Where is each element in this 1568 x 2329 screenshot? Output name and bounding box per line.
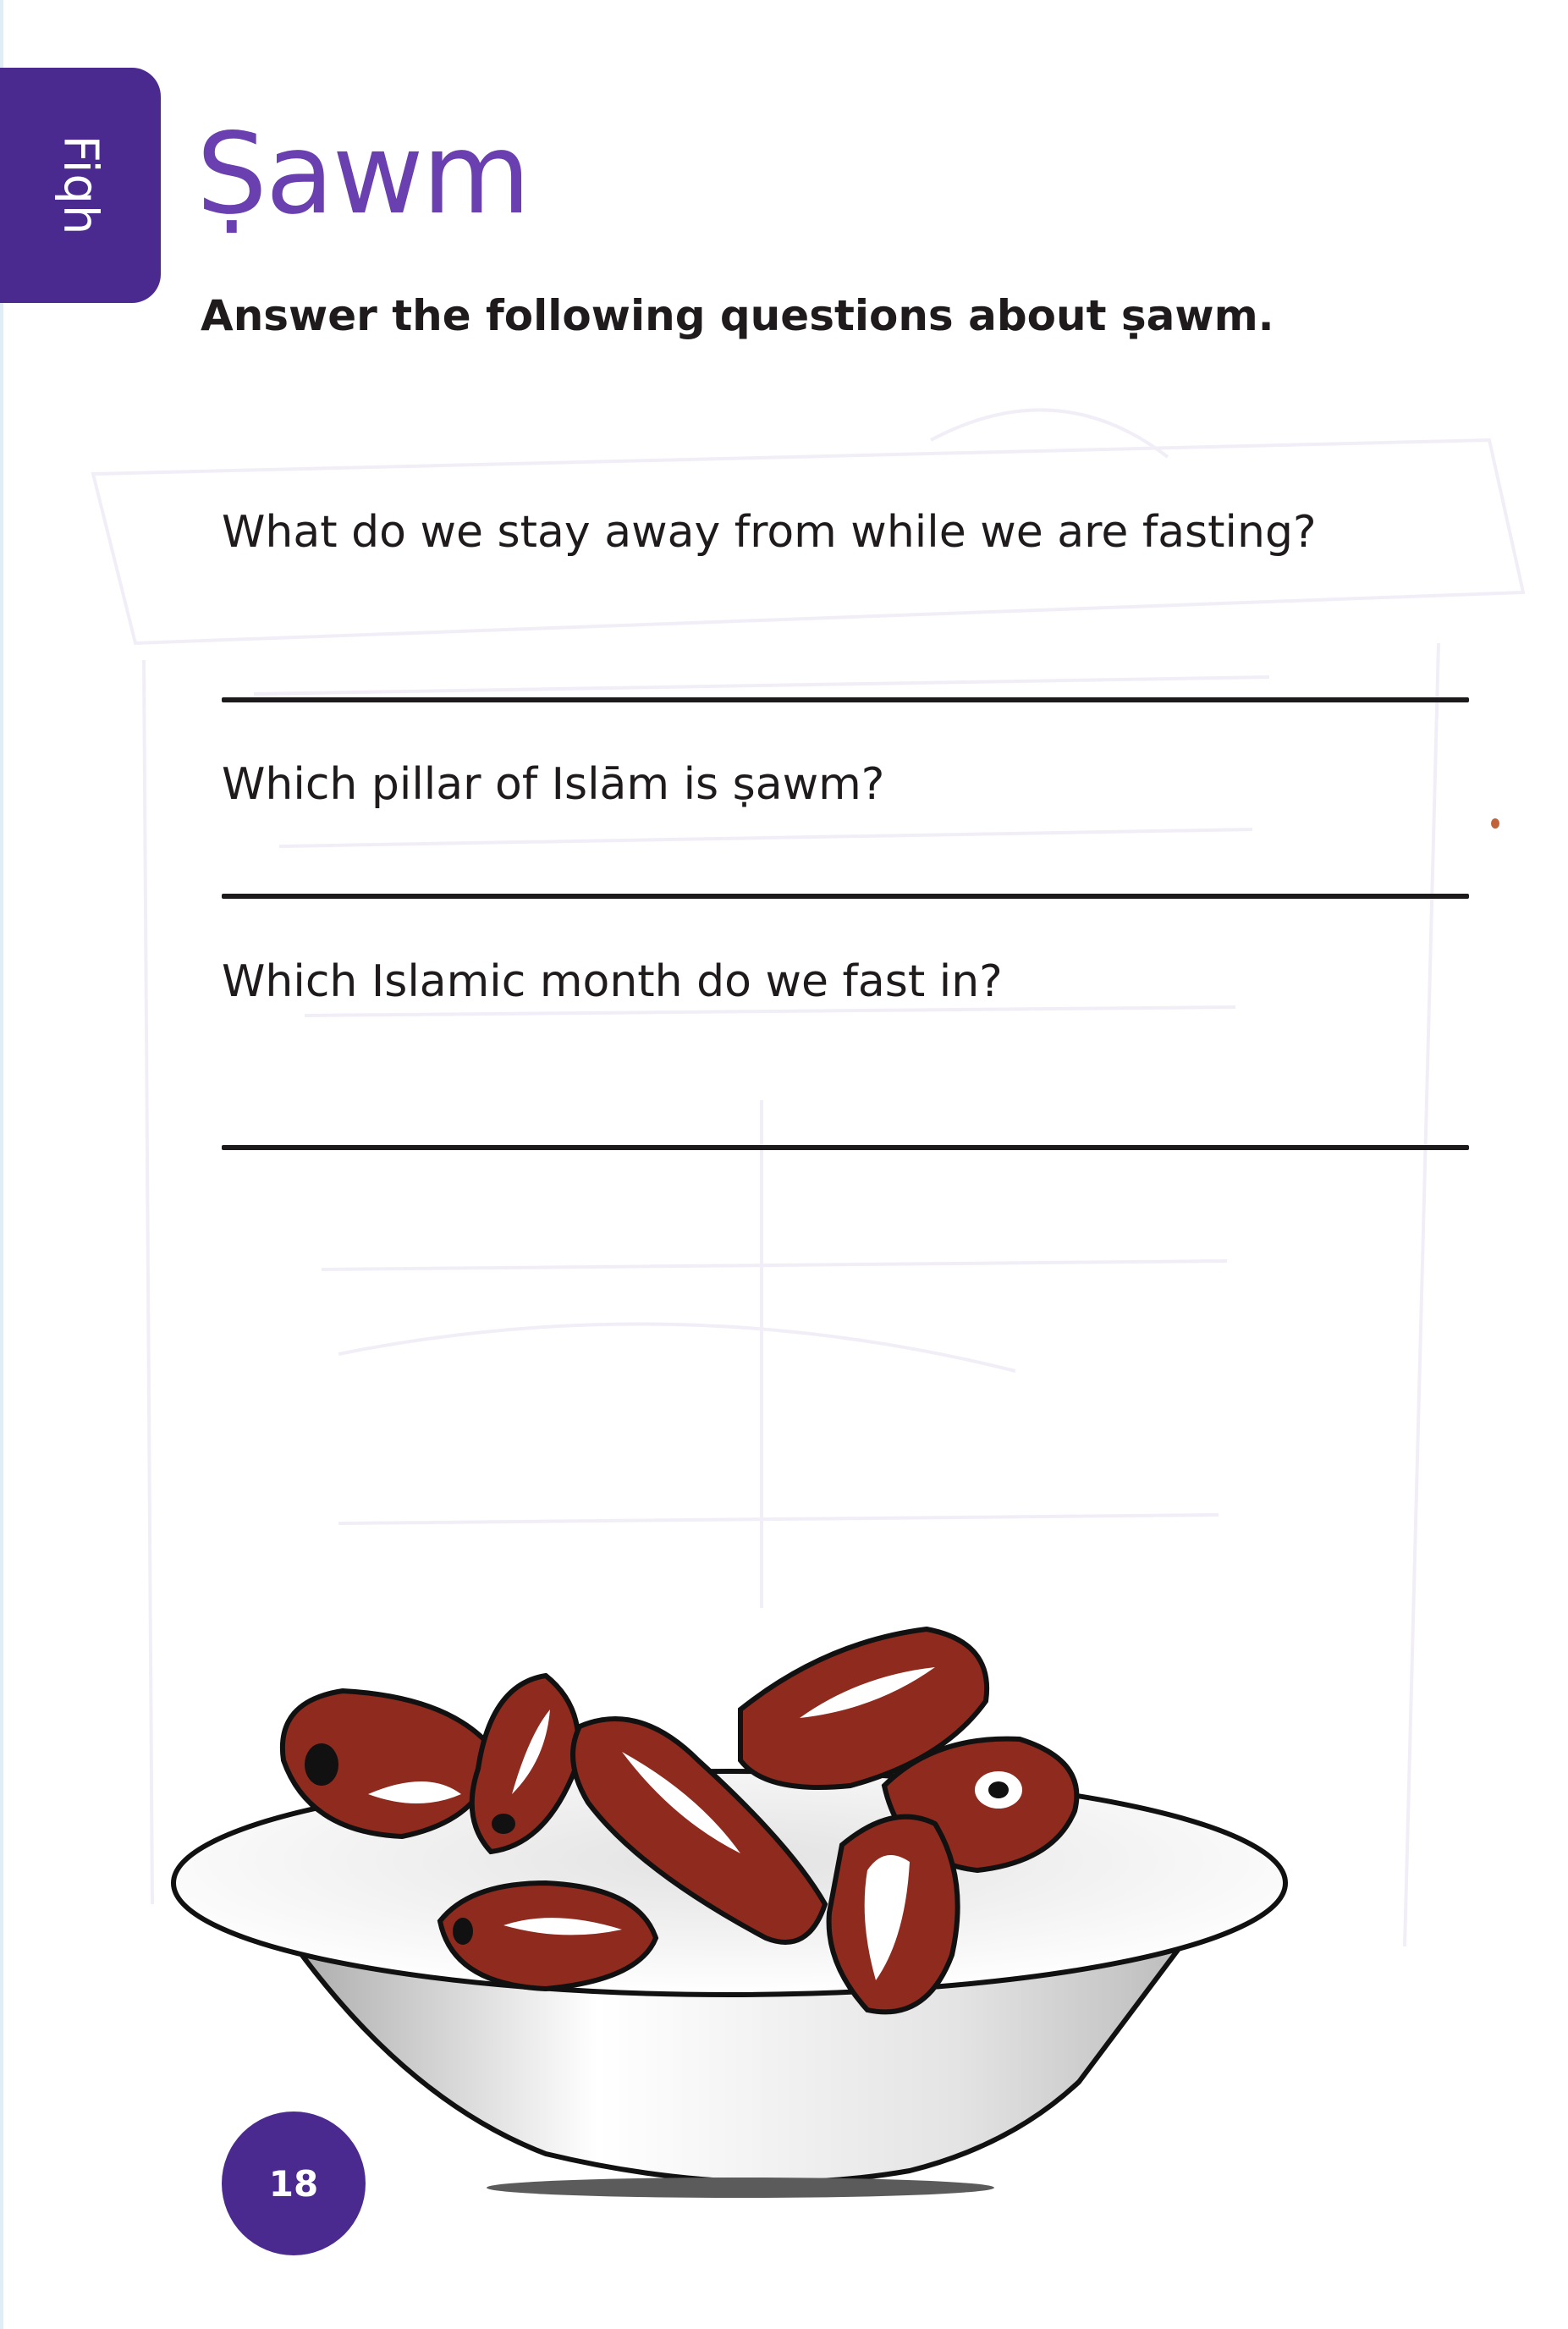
dates-in-bowl-illustration xyxy=(148,1591,1312,2200)
print-speck xyxy=(1491,818,1499,829)
question-2: Which pillar of Islām is ṣawm? xyxy=(222,759,885,810)
question-1: What do we stay away from while we are fasting? xyxy=(222,507,1317,558)
page-number-badge: 18 xyxy=(222,2112,366,2255)
section-tab-label: Fiqh xyxy=(52,135,108,236)
question-3: Which Islamic month do we fast in? xyxy=(222,956,1003,1007)
answer-line-3[interactable] xyxy=(222,1145,1469,1150)
answer-line-2[interactable] xyxy=(222,894,1469,899)
answer-line-1[interactable] xyxy=(222,697,1469,702)
page-title: Ṣawm xyxy=(196,109,530,240)
instruction-text: Answer the following questions about ṣawm. xyxy=(201,291,1274,340)
